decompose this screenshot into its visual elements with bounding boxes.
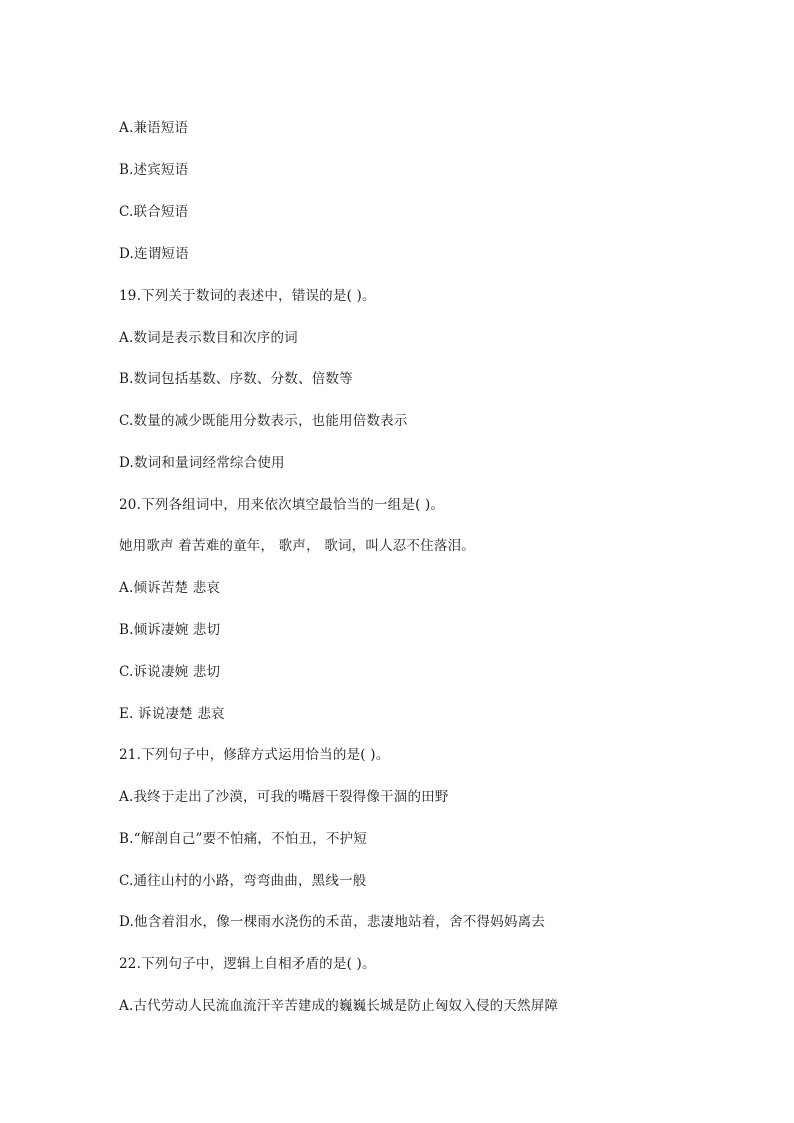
- option-b-q19: B.数词包括基数、序数、分数、倍数等: [119, 371, 353, 387]
- question-20-sentence: 她用歌声 着苦难的童年， 歌声， 歌词，叫人忍不住落泪。: [119, 538, 475, 554]
- option-b-q20: B.倾诉凄婉 悲切: [119, 622, 221, 638]
- option-d-q19: D.数词和量词经常综合使用: [119, 455, 285, 471]
- option-a-q22: A.古代劳动人民流血流汗辛苦建成的巍巍长城是防止匈奴入侵的天然屏障: [119, 998, 559, 1014]
- option-a-q18: A.兼语短语: [119, 120, 189, 136]
- option-b-q21: B.“解剖自己”要不怕痛，不怕丑，不护短: [119, 831, 368, 847]
- option-c-q21: C.通往山村的小路，弯弯曲曲，黑线一般: [119, 873, 367, 889]
- option-c-q19: C.数量的减少既能用分数表示，也能用倍数表示: [119, 413, 408, 429]
- option-e-q20: E. 诉说凄楚 悲哀: [119, 706, 225, 722]
- option-a-q21: A.我终于走出了沙漠，可我的嘴唇干裂得像干涸的田野: [119, 789, 449, 805]
- option-c-q18: C.联合短语: [119, 204, 189, 220]
- option-c-q20: C.诉说凄婉 悲切: [119, 664, 221, 680]
- question-22: 22.下列句子中，逻辑上自相矛盾的是( )。: [119, 956, 376, 972]
- option-b-q18: B.述宾短语: [119, 162, 189, 178]
- option-d-q21: D.他含着泪水，像一棵雨水浇伤的禾苗，悲凄地站着，舍不得妈妈离去: [119, 914, 546, 930]
- question-20: 20.下列各组词中，用来依次填空最恰当的一组是( )。: [119, 497, 445, 513]
- question-19: 19.下列关于数词的表述中，错误的是( )。: [119, 288, 376, 304]
- option-d-q18: D.连谓短语: [119, 246, 189, 262]
- option-a-q20: A.倾诉苦楚 悲哀: [119, 580, 221, 596]
- option-a-q19: A.数词是表示数目和次序的词: [119, 330, 298, 346]
- question-21: 21.下列句子中，修辞方式运用恰当的是( )。: [119, 747, 390, 763]
